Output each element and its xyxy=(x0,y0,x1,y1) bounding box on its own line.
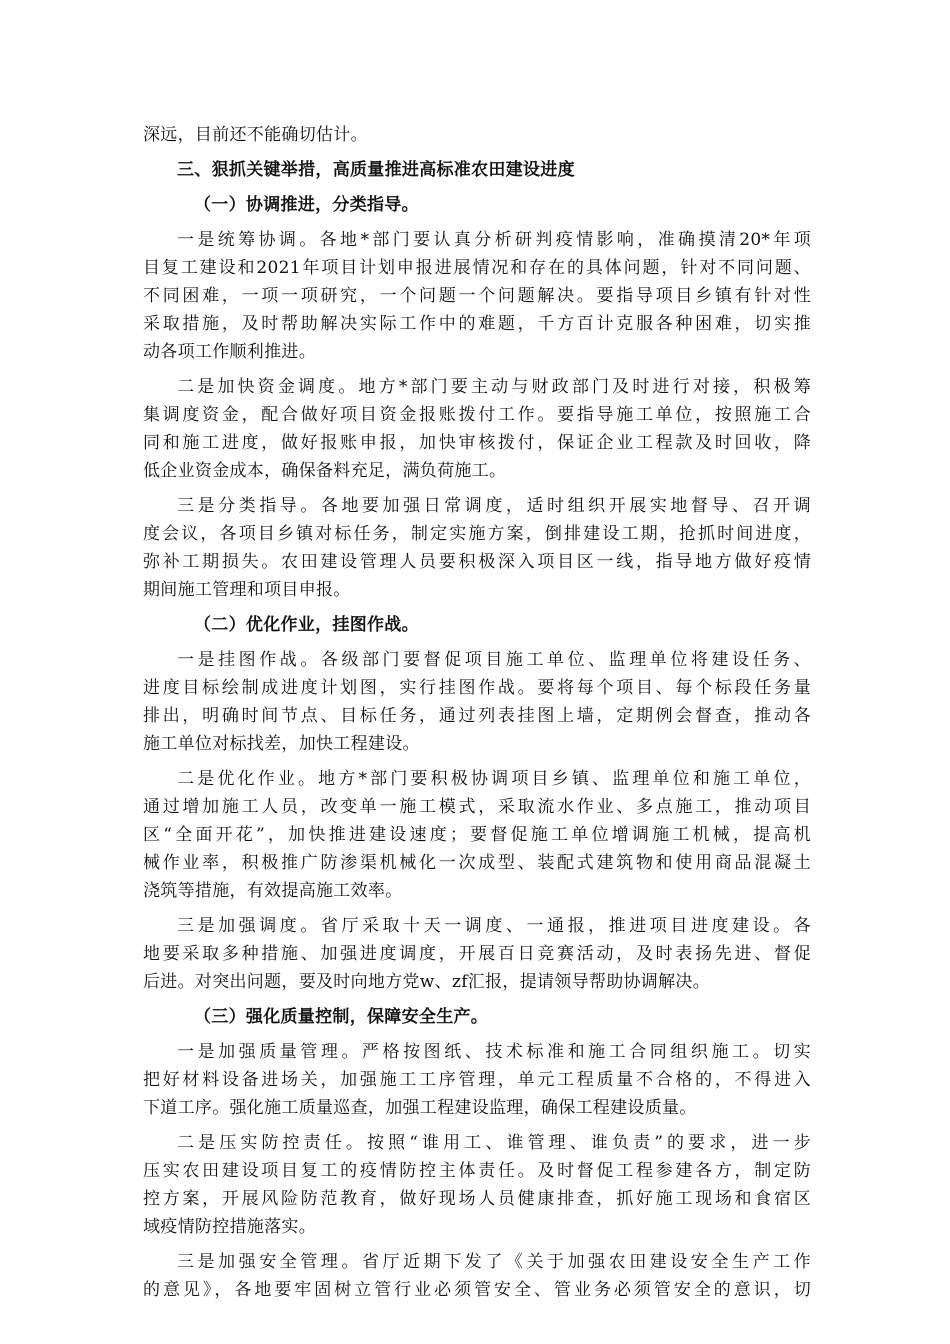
paragraph-line: 控方案，开展风险防范教育，做好现场人员健康排查，抓好施工现场和食宿区 xyxy=(143,1189,811,1209)
paragraph-line: 的意见》，各地要牢固树立管行业必须管安全、管业务必须管安全的意识，切 xyxy=(143,1280,811,1300)
paragraph-line: 后进。对突出问题，要及时向地方党w、zf汇报，提请领导帮助协调解决。 xyxy=(143,972,710,992)
paragraph-line: 二是优化作业。地方*部门要积极协调项目乡镇、监理单位和施工单位， xyxy=(177,769,811,789)
paragraph-line: 浇筑等措施，有效提高施工效率。 xyxy=(143,881,403,901)
document-page xyxy=(143,121,811,1311)
paragraph-line: 三是加强安全管理。省厅近期下发了《关于加强农田建设安全生产工作 xyxy=(177,1252,811,1272)
paragraph-line: 不同困难，一项一项研究，一个问题一个问题解决。要指导项目乡镇有针对性 xyxy=(143,286,811,306)
paragraph-line: 弥补工期损失。农田建设管理人员要积极深入项目区一线，指导地方做好疫情 xyxy=(143,552,811,572)
paragraph-line: 一是挂图作战。各级部门要督促项目施工单位、监理单位将建设任务、 xyxy=(177,650,811,670)
paragraph-line: 二是加快资金调度。地方*部门要主动与财政部门及时进行对接，积极筹 xyxy=(177,377,811,397)
intro-paragraph xyxy=(143,121,811,149)
section-heading-3: 三、狠抓关键举措，高质量推进高标准农田建设进度 xyxy=(177,160,575,180)
paragraph-line: 通过增加施工人员，改变单一施工模式，采取流水作业、多点施工，推动项目 xyxy=(143,797,811,817)
paragraph-line: 采取措施，及时帮助解决实际工作中的难题，千方百计克服各种困难，切实推 xyxy=(143,314,811,334)
paragraph-line: 低企业资金成本，确保备料充足，满负荷施工。 xyxy=(143,461,507,481)
paragraph-line: 深远，目前还不能确切估计。 xyxy=(143,125,368,145)
paragraph-line: 一是加强质量管理。严格按图纸、技术标准和施工合同组织施工。切实 xyxy=(177,1042,811,1062)
subsection-heading-2: （二）优化作业，挂图作战。 xyxy=(194,615,419,635)
paragraph-2-3 xyxy=(143,912,811,996)
paragraph-1-3 xyxy=(143,492,811,604)
paragraph-line: 三是加强调度。省厅采取十天一调度、一通报，推进项目进度建设。各 xyxy=(177,916,811,936)
subsection-heading-1: （一）协调推进，分类指导。 xyxy=(194,195,419,215)
paragraph-line: 三是分类指导。各地要加强日常调度，适时组织开展实地督导、召开调 xyxy=(177,496,811,516)
paragraph-line: 区“全面开花”，加快推进建设速度；要督促施工单位增调施工机械，提高机 xyxy=(143,825,811,845)
paragraph-3-1 xyxy=(143,1038,811,1122)
paragraph-line: 下道工序。强化施工质量巡查，加强工程建设监理，确保工程建设质量。 xyxy=(143,1098,697,1118)
paragraph-line: 进度目标绘制成进度计划图，实行挂图作战。要将每个项目、每个标段任务量 xyxy=(143,678,811,698)
paragraph-line: 施工单位对标找差，加快工程建设。 xyxy=(143,734,420,754)
paragraph-line: 域疫情防控措施落实。 xyxy=(143,1217,316,1237)
paragraph-line: 期间施工管理和项目申报。 xyxy=(143,580,351,600)
paragraph-2-2 xyxy=(143,765,811,905)
paragraph-line: 动各项工作顺利推进。 xyxy=(143,342,316,362)
paragraph-line: 集调度资金，配合做好项目资金报账拨付工作。要指导施工单位，按照施工合 xyxy=(143,405,811,425)
paragraph-2-1 xyxy=(143,646,811,758)
paragraph-line: 度会议，各项目乡镇对标任务，制定实施方案，倒排建设工期，抢抓时间进度， xyxy=(143,524,811,544)
paragraph-1-1 xyxy=(143,226,811,366)
paragraph-line: 地要采取多种措施、加强进度调度，开展百日竞赛活动，及时表扬先进、督促 xyxy=(143,944,811,964)
paragraph-line: 目复工建设和2021年项目计划申报进展情况和存在的具体问题，针对不同问题、 xyxy=(143,258,811,278)
paragraph-line: 压实农田建设项目复工的疫情防控主体责任。及时督促工程参建各方，制定防 xyxy=(143,1161,811,1181)
paragraph-1-2 xyxy=(143,373,811,485)
paragraph-line: 把好材料设备进场关，加强施工工序管理，单元工程质量不合格的，不得进入 xyxy=(143,1070,811,1090)
paragraph-line: 同和施工进度，做好报账申报，加快审核拨付，保证企业工程款及时回收，降 xyxy=(143,433,811,453)
paragraph-line: 排出，明确时间节点、目标任务，通过列表挂图上墙，定期例会督查，推动各 xyxy=(143,706,811,726)
paragraph-line: 一是统筹协调。各地*部门要认真分析研判疫情影响，准确摸清20*年项 xyxy=(177,230,811,250)
paragraph-line: 二是压实防控责任。按照“谁用工、谁管理、谁负责”的要求，进一步 xyxy=(177,1133,811,1153)
paragraph-3-2 xyxy=(143,1129,811,1241)
subsection-heading-3: （三）强化质量控制，保障安全生产。 xyxy=(194,1007,489,1027)
paragraph-3-3 xyxy=(143,1248,811,1304)
paragraph-line: 械作业率，积极推广防渗渠机械化一次成型、装配式建筑物和使用商品混凝土 xyxy=(143,853,811,873)
